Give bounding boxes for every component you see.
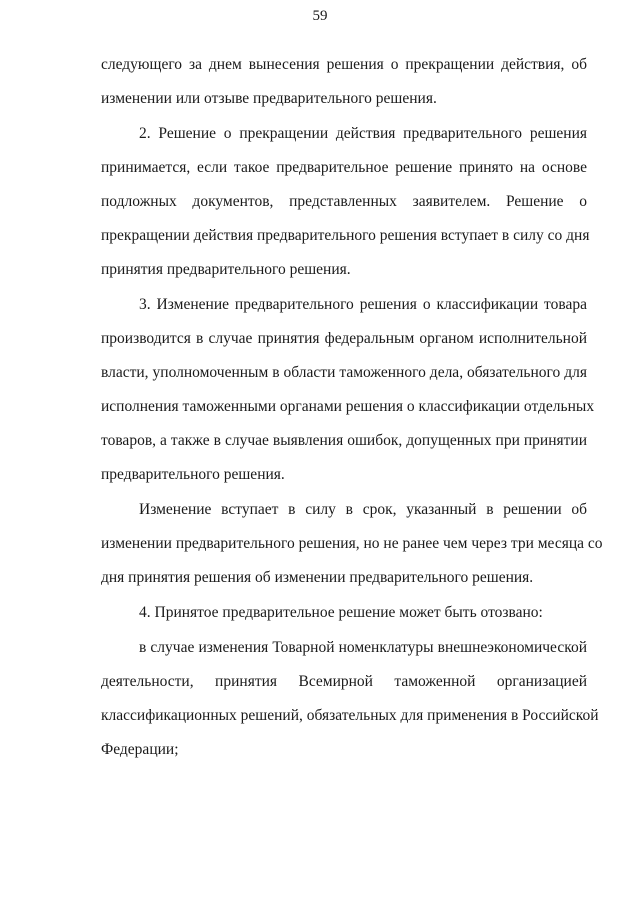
paragraph-6 [101, 631, 599, 767]
paragraph-5 [101, 596, 587, 630]
text-line: следующего за днем вынесения решения о прекращении действия, об [101, 56, 587, 73]
text-line: изменении или отзыве предварительного решения. [101, 90, 437, 107]
text-line: предварительного решения. [101, 466, 285, 483]
paragraph-2 [101, 117, 590, 287]
text-line: классификационных решений, обязательных для применения в Российской [101, 707, 599, 724]
page-number: 59 [312, 8, 328, 24]
text-line: деятельности, принятия Всемирной таможенной организацией [101, 673, 587, 690]
text-line: власти, уполномоченным в области таможенного дела, обязательного для [101, 364, 587, 381]
text-line: производится в случае принятия федеральным органом исполнительной [101, 330, 587, 347]
text-line: подложных документов, представленных заявителем. Решение о [101, 193, 587, 210]
text-line: в случае изменения Товарной номенклатуры внешнеэкономической [139, 639, 587, 656]
text-line: исполнения таможенными органами решения о классификации отдельных [101, 398, 595, 415]
paragraph-3 [101, 288, 595, 492]
paragraph-1 [101, 48, 587, 116]
text-line: 4. Принятое предварительное решение может быть отозвано: [139, 604, 543, 621]
text-line: изменении предварительного решения, но не ранее чем через три месяца со [101, 535, 603, 552]
paragraph-4 [101, 493, 603, 595]
text-line: принимается, если такое предварительное решение принято на основе [101, 159, 587, 176]
text-line: прекращении действия предварительного решения вступает в силу со дня [101, 227, 590, 244]
text-line: 2. Решение о прекращении действия предварительного решения [139, 125, 587, 142]
text-line: Федерации; [101, 741, 179, 758]
text-line: Изменение вступает в силу в срок, указанный в решении об [139, 501, 587, 518]
text-line: дня принятия решения об изменении предварительного решения. [101, 569, 534, 586]
document-body [101, 48, 603, 767]
text-line: 3. Изменение предварительного решения о классификации товара [139, 296, 587, 313]
text-line: принятия предварительного решения. [101, 261, 351, 278]
text-line: товаров, а также в случае выявления ошибок, допущенных при принятии [101, 432, 587, 449]
